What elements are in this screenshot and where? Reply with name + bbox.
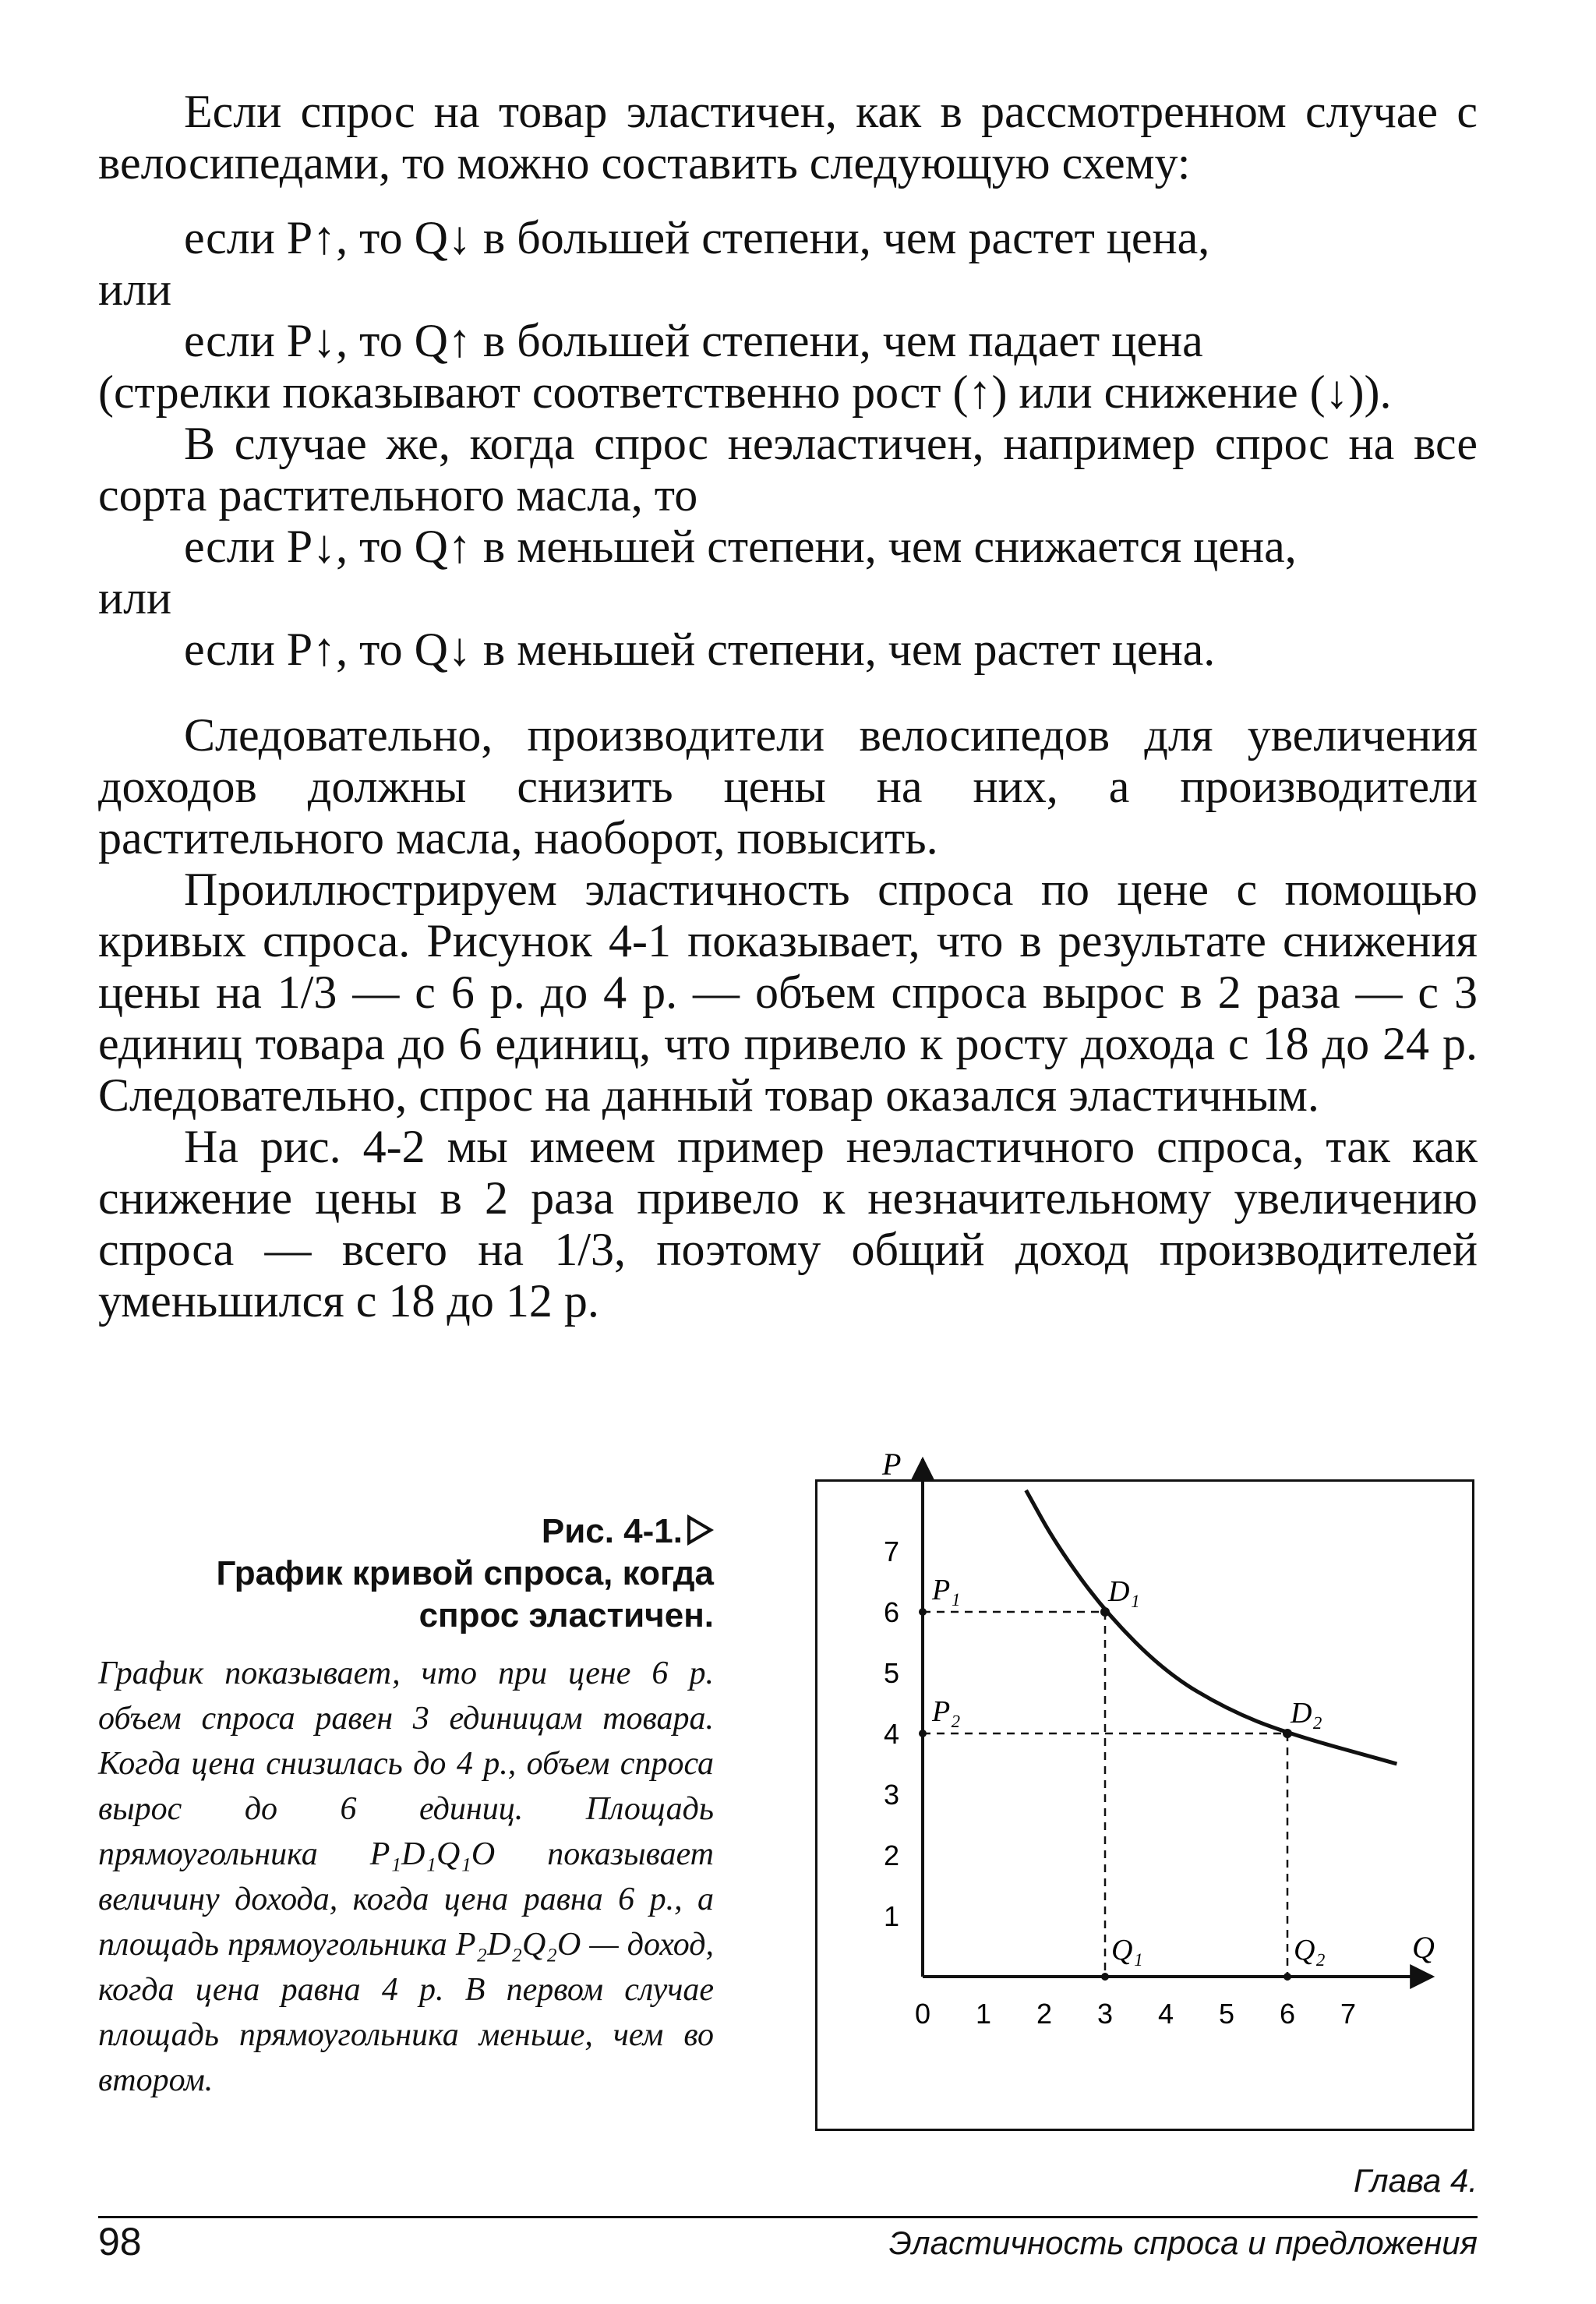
quantity-point bbox=[1284, 1973, 1291, 1981]
figure-description: График показывает, что при цене 6 р. объем спроса равен 3 единицам товара. Когда цена снизилась до 4 р., объем спроса вырос до 6 единиц. Площадь прямоугольника P₁D₁Q₁O показывает величину дохода, когда цена равна 6 р., а площадь прямоугольника P₂D₂Q₂O — доход, когда цена равна 4 р. В первом случае площадь прямоугольника меньше, чем во втором. bbox=[98, 1656, 714, 2098]
quantity-point bbox=[1101, 1973, 1109, 1981]
y-tick-label: 5 bbox=[883, 1657, 900, 1689]
y-tick-label: 4 bbox=[883, 1718, 900, 1750]
chart-svg bbox=[817, 1447, 1472, 2129]
demand-point bbox=[1283, 1729, 1292, 1738]
x-tick-label: 6 bbox=[1279, 1998, 1296, 2030]
price-label: P₁ bbox=[932, 1574, 961, 1606]
chapter-label: Глава 4. bbox=[1353, 2162, 1478, 2199]
schema-line-1: если P↑, то Q↓ в большей степени, чем растет цена, bbox=[184, 212, 1210, 263]
point-label: D₂ bbox=[1291, 1697, 1322, 1730]
y-tick-label: 7 bbox=[883, 1535, 900, 1567]
schema-line-3: если P↓, то Q↑ в меньшей степени, чем снижается цена, bbox=[184, 521, 1297, 572]
price-label: P₂ bbox=[932, 1695, 961, 1728]
demand-curve-chart bbox=[815, 1447, 1474, 2131]
triangle-pointer-icon bbox=[687, 1514, 714, 1546]
point-label: D₁ bbox=[1108, 1575, 1140, 1608]
y-tick-label: 3 bbox=[883, 1779, 900, 1811]
paragraph-elastic-intro: Если спрос на товар эластичен, как в рассмотренном случае с велосипедами, то можно составить следующую схему: bbox=[98, 86, 1478, 189]
demand-point bbox=[1100, 1607, 1110, 1617]
y-tick-label: 6 bbox=[883, 1596, 900, 1628]
y-axis-title: P bbox=[882, 1447, 902, 1482]
schema-or-2: или bbox=[98, 572, 172, 624]
schema-line-2: если P↓, то Q↑ в большей степени, чем падает цена bbox=[184, 315, 1203, 366]
quantity-label: Q₁ bbox=[1111, 1934, 1143, 1967]
paragraph-inelastic-intro: В случае же, когда спрос неэластичен, например спрос на все сорта растительного масла, то bbox=[98, 418, 1478, 521]
x-tick-label: 1 bbox=[975, 1998, 992, 2030]
paragraph-figure-4-1: Проиллюстрируем эластичность спроса по цене с помощью кривых спроса. Рисунок 4-1 показывает, что в результате снижения цены на 1/3 — с 6 р. до 4 р. — объем спроса вырос в 2 раза — с 3 единиц товара до 6 единиц, что привело к росту дохода с 18 до 24 р. Следовательно, спрос на данный товар оказался эластичным. bbox=[98, 864, 1478, 1121]
x-tick-label: 7 bbox=[1340, 1998, 1357, 2030]
y-tick-label: 2 bbox=[883, 1839, 900, 1871]
price-point bbox=[919, 1730, 927, 1737]
figure-title bbox=[98, 1511, 714, 1637]
figure-number: Рис. 4-1. bbox=[541, 1512, 683, 1550]
schema-line-4: если P↑, то Q↓ в меньшей степени, чем растет цена. bbox=[184, 624, 1216, 675]
page-number: 98 bbox=[98, 2220, 142, 2263]
figure-title-line-2: спрос эластичен. bbox=[418, 1596, 714, 1634]
paragraph-figure-4-2: На рис. 4-2 мы имеем пример неэластичного спроса, так как снижение цены в 2 раза привело к незначительному увеличению спроса — всего на 1/3, поэтому общий доход производителей уменьшился с 18 до 12 р. bbox=[98, 1121, 1478, 1327]
figure-caption bbox=[98, 1511, 714, 2103]
x-tick-label: 5 bbox=[1218, 1998, 1235, 2030]
x-tick-label: 4 bbox=[1157, 1998, 1174, 2030]
paragraph-arrows-note: (стрелки показывают соответственно рост (↑) или снижение (↓)). bbox=[98, 366, 1392, 418]
price-point bbox=[919, 1608, 927, 1616]
upper-text bbox=[98, 86, 1478, 1327]
demand-curve bbox=[1026, 1490, 1397, 1764]
x-tick-label: 2 bbox=[1036, 1998, 1053, 2030]
footer-rule bbox=[98, 2216, 1478, 2218]
x-axis-title: Q bbox=[1412, 1930, 1435, 1965]
x-tick-label: 3 bbox=[1096, 1998, 1114, 2030]
paragraph-conclusion: Следовательно, производители велосипедов для увеличения доходов должны снизить цены на них, а производители растительного масла, наоборот, повысить. bbox=[98, 709, 1478, 864]
quantity-label: Q₂ bbox=[1294, 1934, 1326, 1967]
y-tick-label: 1 bbox=[883, 1900, 900, 1932]
figure-title-line-1: График кривой спроса, когда bbox=[216, 1554, 714, 1592]
x-tick-label: 0 bbox=[914, 1998, 931, 2030]
schema-or-1: или bbox=[98, 263, 172, 315]
chapter-title: Эластичность спроса и предложения bbox=[888, 2224, 1478, 2261]
